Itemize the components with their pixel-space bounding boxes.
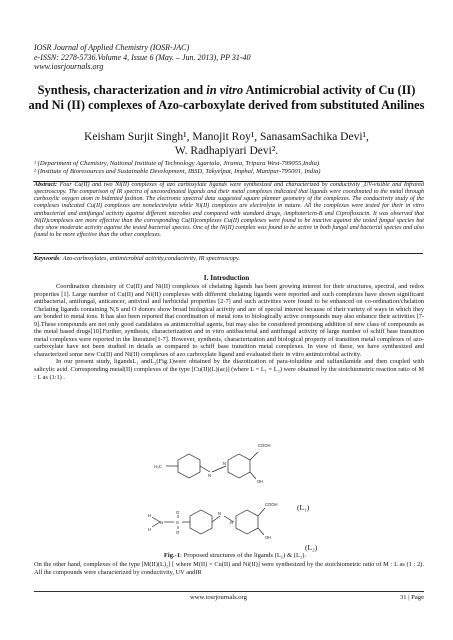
amine-h-label-2: H [148,527,152,532]
journal-site: www.iosrjournals.org [34,62,104,72]
intro-paragraph-1: Coordination chemistry of Cu(II) and Ni(II) complexes of chelating ligands has been growing interest for their structures, spectral, and redox properties [1]. Large number of Cu(II) and Ni(II) complexes with different chelating ligands were reported and such complexes have shown significant antibacterial, antifungal, anticancer, antiviral and herbicidal properties [2-7] and such activities were found to be enhanced on co-ordination/chelation Chelating ligands containing N,S and O donors show broad biological activity and are of special interest because of their variety of ways in which they are bonded to metal ions. It has also been reported that coordination of metal ions to biologically active compounds may also enhance their activities [7-9].These compounds are not only good candidates as antimicrobial agents, but may also be considered promising addition of new class of compounds as the metal based drugs[10].Further, synthesis, characterization and in vitro antibacterial and antifungal activity of large number of schiff base transition metal complexes were reported in the literature[1-7]. However, synthesis, characterization and biological property of transition metal complexes of azo-carboxylate have not been studied in details as compared to schiff base transition metal complexes. In view of these, we have synthesized and characterized some new Cu(II) and Ni(II) complexes of azo carboxylate ligand and evaluated their in vitro antimicrobial activity. [34,283,424,358]
journal-header [34,43,250,72]
azo-n-label-2: N [223,461,227,466]
abstract-label: Abstract: [34,182,58,188]
journal-issn: e-ISSN: 2278-5736.Volume 4, Issue 6 (May. – Jun. 2013), PP 31-40 [34,52,251,62]
after-figure-paragraph: On the other hand, complexes of the type [M(II)(L)₂] [ where M(II) = Cu(II) and Ni(II)] were synthesized by the stoichiometric ratio of M : L as (1 : 2). All the compounds were characterized by conductivity, UV andIR [34,561,424,576]
footer-page-number: 31 | Page [399,594,424,601]
oxygen-label-1: O [176,510,180,515]
ligand-structures-figure [130,437,330,557]
intro-paragraph-2: In our present study, ligandsL₁ andL₂(Fig.1)were obtained by the diazotization of para-toluidine and sulfanilamide and then coupled with salicylic acid. Corresponding metal(II) complexes of the type [Cu(II)(L)(ac)] (where L = L₁ = L₂) were obtained by the stoichiometric reaction ratio of M : L as (1:1) . [34,358,424,381]
ligand-label-l1: (L₁) [297,503,310,512]
ligand-label-l2: (L₂) [305,543,318,552]
footer-url: www.iosrjournals.org [190,594,247,601]
oxygen-label-2: O [176,530,180,535]
oh-label-2: OH [265,535,272,540]
azo-n-label-3: N [218,511,222,516]
caption-label: Fig.-1 [163,552,181,559]
azo-n-label-1: N [208,473,212,478]
section-heading: I. Introduction [203,274,250,282]
methyl-label: H₃C [154,464,162,469]
sulfur-label: S [176,520,179,525]
amine-n-label: N [160,520,164,525]
azo-n-label-4: N [230,520,234,525]
oh-label-1: OH [257,479,264,484]
affiliations [34,160,426,177]
footer-rule [34,591,424,592]
authors-line-2: W. Radhapiyari Devi². [174,145,279,157]
abstract [34,182,424,239]
authors-line-1: Keisham Surjit Singh¹, Manojit Roy¹, SanasamSachika Devi¹, [84,131,369,143]
affiliation-1: ¹ (Department of Chemistry, National Institute of Technology Agartala, Jirania, Tripura West-799055,India) [34,160,320,167]
journal-name: IOSR Journal of Applied Chemistry (IOSR-JAC) [34,43,190,52]
caption-text: : Proposed structures of the ligands (L₁) & (L₂). [180,552,307,559]
cooh-label-1: COOH [258,443,271,448]
paper-title: Synthesis, characterization and in vitro Antimicrobial activity of Cu (II) and Ni (II) complexes of Azo-carboxylate derived from substituted Anilines [28,83,425,112]
author-list [28,130,425,158]
keywords [34,255,424,263]
abstract-text: Four Cu(II) and two Ni(II) complexes of azo carboxylate ligands were synthesized and characterized by conductivity ,UV-visible and Infrared spectroscopy. The comparison of IR spectra of uncoordinated ligands and their metal complexes indicated that ligands were coordinated to the metal through carboxylic oxygen atom in bidented fashion. The electronic spectral data suggested square planner geometry of the complexes. The conductivity study of the complexes indicated Cu(II) complexes are nonelectrolyte while Ni(II) complexes are electrolyte in nature. All the complexes were tested for their in vitro antibacterial and antifungal activity against different microbes and compared with standard drugs, Amphotericin-B and Ciprofloxacin. It was observed that Ni(II)complexes are more effective than the corresponding Cu(II)complexes Cu(II) complexes were found to be inactive against the tested fungal species but they show moderate activity against the tested bacterial species. One of the Ni(II) complex was found to be active in both fungal and bacterial species and also found to be more effective than the other complexes. [34,182,424,239]
cooh-label-2: COOH [265,502,278,507]
amine-h-label-1: H [148,513,152,518]
keywords-label: Keywords [34,255,60,262]
keywords-text: : Azo-carboxylates, antimicrobial activity,conductivity, IR spectroscopy. [59,255,240,262]
affiliation-2: ² (Institute of Bioresources and Sustainable Development, IBSD, Takyelpat, Imphal, Manipur-795001, India) [34,168,321,176]
figure-caption [90,552,380,559]
introduction-body [34,283,424,381]
